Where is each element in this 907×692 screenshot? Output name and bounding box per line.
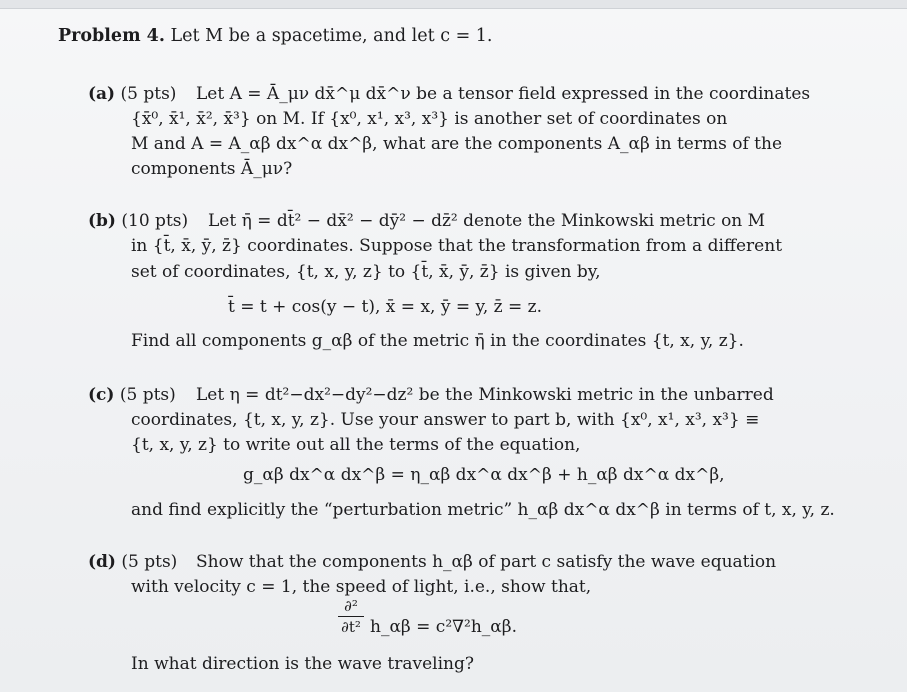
problem-heading <box>58 26 493 46</box>
part-b-label: (b) (10 pts) <box>88 211 189 231</box>
part-a-line-3: M and A = A_αβ dx^α dx^β, what are the components A_αβ in terms of the <box>131 134 783 154</box>
part-c-line-3: {t, x, y, z} to write out all the terms of the equation, <box>131 435 581 455</box>
part-a-line-2: {x̄⁰, x̄¹, x̄², x̄³} on M. If {x⁰, x¹, x³, x³} is another set of coordinates on <box>131 109 728 129</box>
part-b-line-1: Let η̄ = dt̄² − dx̄² − dȳ² − dz̄² denote the Minkowski metric on M <box>208 211 766 231</box>
fraction-bar <box>338 616 364 617</box>
part-c-equation: g_αβ dx^α dx^β = η_αβ dx^α dx^β + h_αβ dx^α dx^β, <box>243 465 725 485</box>
part-d-line-3: In what direction is the wave traveling? <box>131 654 474 674</box>
problem-label: Problem 4. <box>58 26 165 46</box>
part-d-points: (5 pts) <box>121 552 178 572</box>
part-a-line-4: components Ā_μν? <box>131 159 293 179</box>
part-c-line-4: and find explicitly the “perturbation metric” h_αβ dx^α dx^β in terms of t, x, y, z. <box>131 500 835 520</box>
partial-numerator: ∂² <box>344 597 358 615</box>
part-a-label: (a) (5 pts) <box>88 84 177 104</box>
part-a-line-1: Let A = Ā_μν dx̄^μ dx̄^ν be a tensor field expressed in the coordinates <box>196 84 811 104</box>
part-b-points: (10 pts) <box>121 211 189 231</box>
part-d-line-2: with velocity c = 1, the speed of light, i.e., show that, <box>131 577 592 597</box>
part-d-partial-derivative <box>338 598 364 635</box>
partial-denominator: ∂t² <box>341 618 361 636</box>
part-c-line-1: Let η = dt²−dx²−dy²−dz² be the Minkowski metric in the unbarred <box>196 385 774 405</box>
part-b-line-3: set of coordinates, {t, x, y, z} to {t̄, x̄, ȳ, z̄} is given by, <box>131 262 601 282</box>
part-a-points: (5 pts) <box>120 84 177 104</box>
part-c-line-2: coordinates, {t, x, y, z}. Use your answer to part b, with {x⁰, x¹, x³, x³} ≡ <box>131 410 760 430</box>
part-b-line-2: in {t̄, x̄, ȳ, z̄} coordinates. Suppose that the transformation from a different <box>131 236 783 256</box>
paper-top-edge <box>0 0 907 9</box>
part-d-label: (d) (5 pts) <box>88 552 178 572</box>
part-c-label: (c) (5 pts) <box>88 385 176 405</box>
part-d-wave-equation: h_αβ = c²∇²h_αβ. <box>370 617 517 637</box>
part-b-transform-equation: t̄ = t + cos(y − t), x̄ = x, ȳ = y, z̄ = z. <box>228 297 543 317</box>
problem-intro: Let M be a spacetime, and let c = 1. <box>170 26 493 46</box>
part-c-points: (5 pts) <box>119 385 176 405</box>
part-d-line-1: Show that the components h_αβ of part c satisfy the wave equation <box>196 552 777 572</box>
part-b-line-4: Find all components g_αβ of the metric η̄ in the coordinates {t, x, y, z}. <box>131 331 744 351</box>
